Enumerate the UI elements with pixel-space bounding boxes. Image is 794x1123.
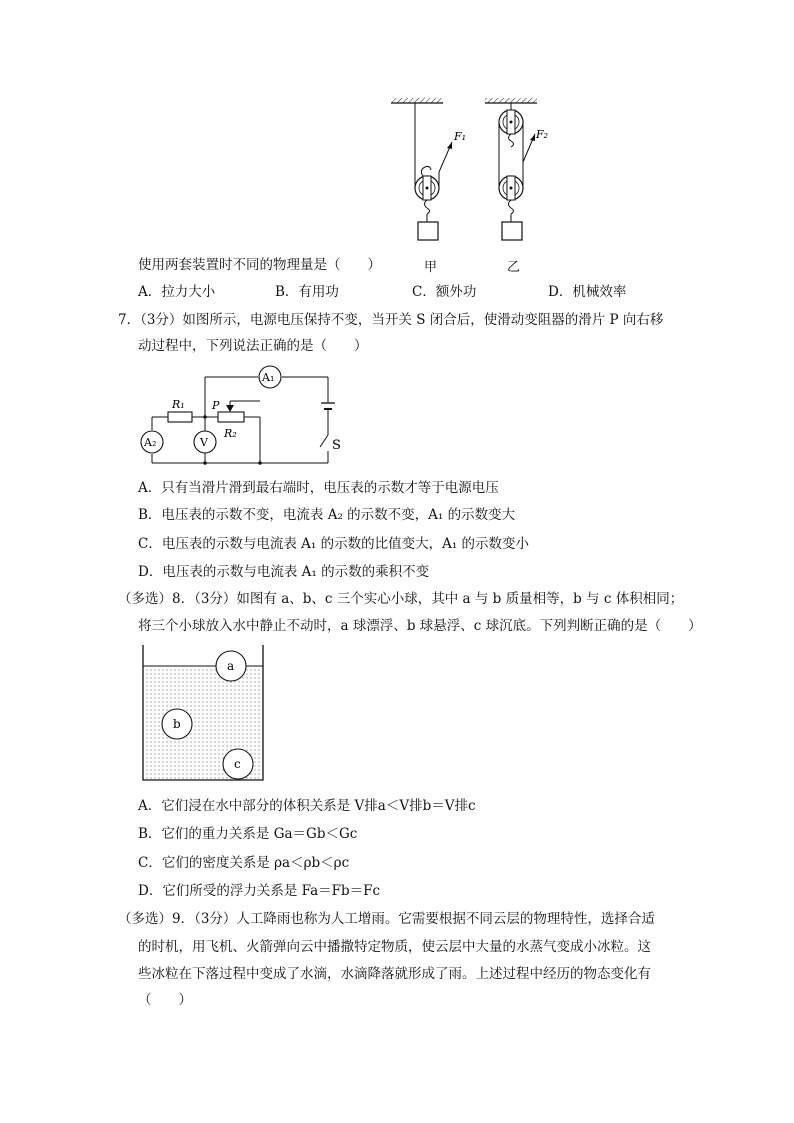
svg-text:b: b — [173, 717, 181, 731]
q6-option-b: B．有用功 — [275, 284, 339, 300]
q7-option-a: A．只有当滑片滑到最右端时，电压表的示数才等于电源电压 — [138, 480, 499, 496]
q8-option-d: D．它们所受的浮力关系是 Fa＝Fb＝Fc — [138, 883, 381, 899]
figure-label-jia: 甲 — [424, 260, 438, 275]
ammeter-a2 — [141, 431, 163, 453]
q9-stem-line2: 的时机，用飞机、火箭弹向云中播撒特定物质，使云层中大量的水蒸气变成小冰粒。这 — [138, 939, 651, 955]
svg-text:P: P — [212, 399, 220, 412]
svg-text:A₂: A₂ — [144, 436, 157, 449]
circuit-diagram — [130, 365, 350, 470]
q8-stem-line1: （多选）8．（3分）如图有 a、b、c 三个实心小球，其中 a 与 b 质量相等，b 与 c 体积相同； — [118, 591, 684, 607]
svg-text:V: V — [200, 436, 208, 449]
figure-label-yi: 乙 — [507, 260, 521, 275]
svg-text:A₁: A₁ — [262, 371, 275, 384]
svg-text:c: c — [234, 757, 241, 771]
q6-stem: 使用两套装置时不同的物理量是（ ） — [138, 257, 381, 273]
q6-option-c: C．额外功 — [412, 284, 477, 300]
q8-stem-line2: 将三个小球放入水中静止不动时，a 球漂浮、b 球悬浮、c 球沉底。下列判断正确的是（ ） — [138, 618, 702, 634]
water-container-diagram — [138, 645, 268, 785]
q6-option-a: A．拉力大小 — [138, 284, 216, 300]
ball-b — [162, 709, 192, 739]
q8-option-b: B．它们的重力关系是 Ga＝Gb＜Gc — [138, 826, 358, 842]
force1-label: F₁ — [454, 130, 467, 143]
ball-c — [223, 749, 253, 779]
movable-pulley-jia — [415, 103, 452, 240]
ball-a — [216, 651, 246, 681]
q9-stem-line4: （ ） — [138, 992, 192, 1008]
svg-text:R₁: R₁ — [172, 398, 185, 411]
ceiling-jia — [391, 98, 443, 103]
q7-option-c: C．电压表的示数与电流表 A₁ 的示数的比值变大，A₁ 的示数变小 — [138, 536, 530, 552]
voltmeter — [194, 431, 216, 453]
q6-option-d: D．机械效率 — [548, 284, 627, 300]
resistor-r2 — [211, 399, 244, 440]
resistor-r1 — [168, 398, 192, 422]
q8-option-c: C．它们的密度关系是 ρa＜ρb＜ρc — [138, 855, 350, 871]
svg-text:R₂: R₂ — [224, 427, 237, 440]
q7-stem-line1: 7．（3分）如图所示，电源电压保持不变，当开关 S 闭合后，使滑动变阻器的滑片 P 向右移 — [118, 312, 664, 328]
ammeter-a1 — [259, 366, 281, 388]
q7-option-d: D．电压表的示数与电流表 A₁ 的示数的乘积不变 — [138, 564, 430, 580]
force2-label: F₂ — [536, 128, 549, 141]
q8-option-a: A．它们浸在水中部分的体积关系是 V排a＜V排b＝V排c — [138, 798, 476, 814]
switch-label: S — [332, 438, 341, 453]
q9-stem-line1: （多选）9．（3分）人工降雨也称为人工增雨。它需要根据不同云层的物理特性，选择合适 — [118, 911, 655, 927]
pulley-system-yi — [499, 103, 535, 240]
pulley-diagram — [385, 92, 565, 277]
ceiling-yi — [485, 98, 537, 103]
q7-option-b: B．电压表的示数不变，电流表 A₂ 的示数不变，A₁ 的示数变大 — [138, 507, 516, 523]
q7-stem-line2: 动过程中，下列说法正确的是（ ） — [138, 338, 368, 354]
q9-stem-line3: 些冰粒在下落过程中变成了水滴，水滴降落就形成了雨。上述过程中经历的物态变化有 — [138, 966, 651, 982]
svg-text:a: a — [227, 659, 235, 673]
